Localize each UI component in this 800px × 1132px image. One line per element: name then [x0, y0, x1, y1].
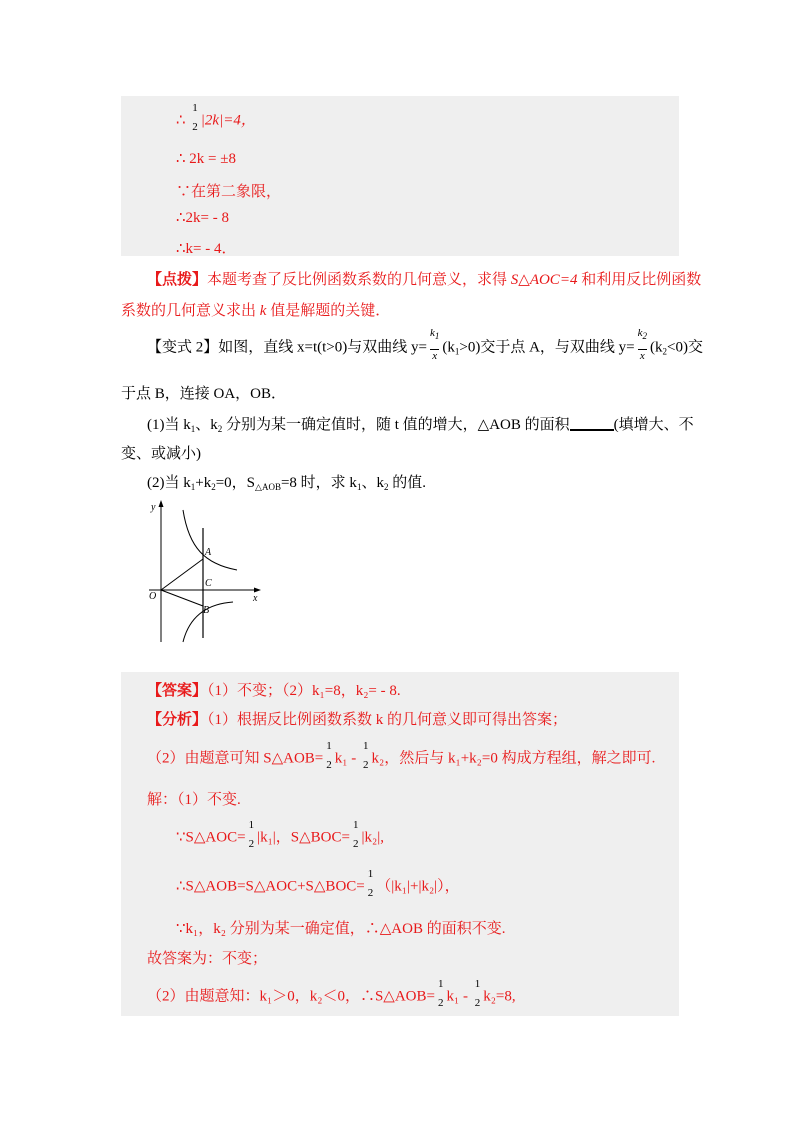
step-line-3: ∵在第二象限，	[176, 184, 282, 200]
analysis-line: 【分析】（1）根据反比例函数系数 k 的几何意义即可得出答案；	[147, 712, 568, 728]
hyperbola-figure	[145, 498, 270, 646]
analysis-line-2: （2）由题意可知 S△AOB= 1 2 k₁ - 1 2 k₂，然后与 k₁+k₂=0 构成方程组，解之即可.	[147, 740, 656, 771]
fraction-k1-x: $\frac{k_1}{x}$	[429, 327, 440, 362]
tip-line-1: 【点拨】本题考查了反比例函数系数的几何意义，求得 S△AOC=4 和利用反比例函数	[147, 272, 702, 288]
segment-oa	[161, 559, 203, 590]
step-line-1: ∴ 1 2 |2k|=4，	[176, 102, 256, 133]
solution-line-6: （2）由题意知：k₁＞0，k₂＜0，∴S△AOB= 1 2 k₁ - 1 2 k₂=8,	[147, 978, 516, 1009]
solution-line-2: ∵S△AOC= 1 2 |k₁|，S△BOC= 1 2 |k₂|,	[176, 819, 384, 850]
solution-line-5: 故答案为：不变；	[147, 951, 268, 967]
question-2: (2)当 $k_1+k_2=0$，$S_{\triangle AOB}=8$ 时，求 $k_1$、$k_2$ 的值.	[147, 475, 426, 492]
tip-line-2: 系数的几何意义求出 k 值是解题的关键．	[121, 303, 391, 319]
question-1-cont: 变、或减小)	[121, 446, 201, 462]
y-axis-arrow	[159, 500, 164, 507]
solution-line-3: ∴S△AOB=S△AOC+S△BOC= 1 2 （|k₁|+|k₂|），	[176, 868, 460, 899]
tip-label: 【点拨】	[147, 272, 208, 288]
point-a-label: A	[205, 547, 212, 558]
hyperbola-k1-curve	[183, 510, 237, 570]
fraction-half: 1 2	[192, 102, 198, 133]
point-b-label: B	[203, 605, 210, 616]
answer-line: 【答案】（1）不变；（2）k₁=8，k₂= - 8.	[147, 683, 401, 699]
fraction-k2-x: $\frac{k_2}{x}$	[637, 327, 648, 362]
step-line-5: ∴k= - 4．	[176, 241, 237, 257]
x-axis-arrow	[254, 588, 261, 593]
analysis-label: 【分析】	[147, 712, 208, 728]
problem-line-2: 于点 B，连接 OA，OB．	[121, 386, 287, 402]
origin-label: O	[149, 591, 157, 602]
solution-line-4: ∵k₁，k₂ 分别为某一确定值，∴△AOB 的面积不变.	[176, 921, 506, 937]
answer-blank	[570, 415, 614, 431]
question-1: (1)当 $k_1$、$k_2$ 分别为某一确定值时，随 t 值的增大，△AOB 的面积 (填增大、不	[147, 417, 694, 434]
step-line-2: ∴ 2k = ±8	[176, 151, 236, 167]
answer-label: 【答案】	[147, 683, 208, 699]
step-line-4: ∴2k= - 8	[176, 210, 229, 226]
segment-ob	[161, 590, 203, 606]
y-axis-label: y	[151, 502, 156, 513]
point-c-label: C	[205, 578, 212, 589]
solution-line-1: 解：（1）不变.	[147, 792, 241, 808]
problem-line-1: 【变式 2】如图，直线 x=t(t>0)与双曲线 y= $\frac{k_1}{x}$ $(k_1>0)$交于点 A，与双曲线 y= $\frac{k_2}{x}$ $(k_2<0)$交	[147, 327, 703, 362]
problem-label: 【变式 2】	[147, 339, 219, 356]
x-axis-label: x	[253, 593, 258, 604]
